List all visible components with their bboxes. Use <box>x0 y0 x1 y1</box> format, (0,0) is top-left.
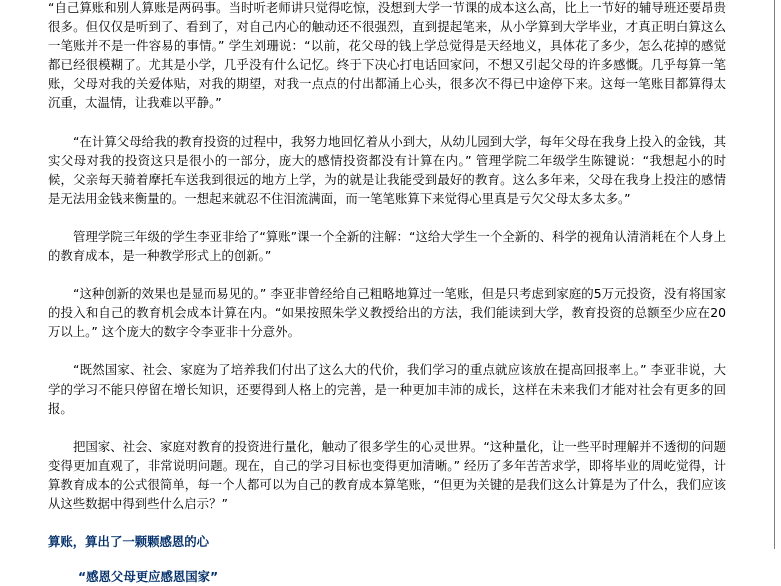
article-paragraph-5: “既然国家、社会、家庭为了培养我们付出了这么大的代价，我们学习的重点就应该放在提高回报率上。” 李亚非说，大学的学习不能只停留在增长知识，还要得到人格上的完善，是一种更加丰沛的成长，这样在未来我们才能对社会有更多的回报。 <box>48 362 726 416</box>
article-paragraph-2: “在计算父母给我的教育投资的过程中，我努力地回忆着从小到大，从幼儿园到大学，每年父母在我身上投入的金钱，其实父母对我的投资这只是很小的一部分，庞大的感情投资都没有计算在内。” 管理学院二年级学生陈键说：“我想起小的时候，父亲每天骑着摩托车送我到很远的地方上学，为的就是让我能受到最好的教育。这么多年来，父母在我身上投注的感情是无法用金钱来衡量的。一想起来就忍不住泪流满面，而一笔笔账算下来觉得心里真是亏欠父母太多太多。” <box>48 133 726 206</box>
article-paragraph-6: 把国家、社会、家庭对教育的投资进行量化，触动了很多学生的心灵世界。“这种量化，让一些平时理解并不透彻的问题变得更加直观了，非常说明问题。现在，自己的学习目标也变得更加清晰。” 经历了多年苦苦求学，即将毕业的周屹觉得，计算教育成本的公式很简单，每一个人都可以为自己的教育成本算笔账，“但更为关键的是我们这么计算是为了什么，我们应该从这些数据中得到些什么启示？” <box>48 438 726 511</box>
article-paragraph-1: “自己算账和别人算账是两码事。当时听老师讲只觉得吃惊，没想到大学一节课的成本这么高，比上一节好的辅导班还要昂贵很多。但仅仅是听到了、看到了，对自己内心的触动还不很强烈，直到提起笔来，从小学算到大学毕业，才真正明白算这么一笔账并不是一件容易的事情。” 学生刘珊说：“以前，花父母的钱上学总觉得是天经地义，具体花了多少，怎么花掉的感觉都已经很模糊了。尤其是小学，几乎没有什么记忆。终于下决心打电话回家问，不想又引起父母的许多感慨。几乎每算一笔账，父母对我的关爱体贴，对我的期望，对我一点点的付出都涌上心头，很多次不得已中途停下来。这每一笔账目都算得太沉重，太温情，让我难以平静。” <box>48 0 726 111</box>
section-heading: 算账，算出了一颗颗感恩的心 <box>48 534 210 550</box>
page-frame-right-border <box>774 0 775 549</box>
article-paragraph-3: 管理学院三年级的学生李亚非给了“算账”课一个全新的注解：“这给大学生一个全新的、科学的视角认清消耗在个人身上的教育成本，是一种教学形式上的创新。” <box>48 228 726 264</box>
section-subheading: “感恩父母更应感恩国家” <box>78 569 219 585</box>
article-body <box>48 0 726 586</box>
article-paragraph-4: “这种创新的效果也是显而易见的。” 李亚非曾经给自己粗略地算过一笔账，但是只考虑到家庭的5万元投资，没有将国家的投入和自己的教育机会成本计算在内。“如果按照朱学义教授给出的方法，我们能读到大学，教育投资的总额至少应在20万以上。” 这个庞大的数字令李亚非十分意外。 <box>48 286 726 340</box>
